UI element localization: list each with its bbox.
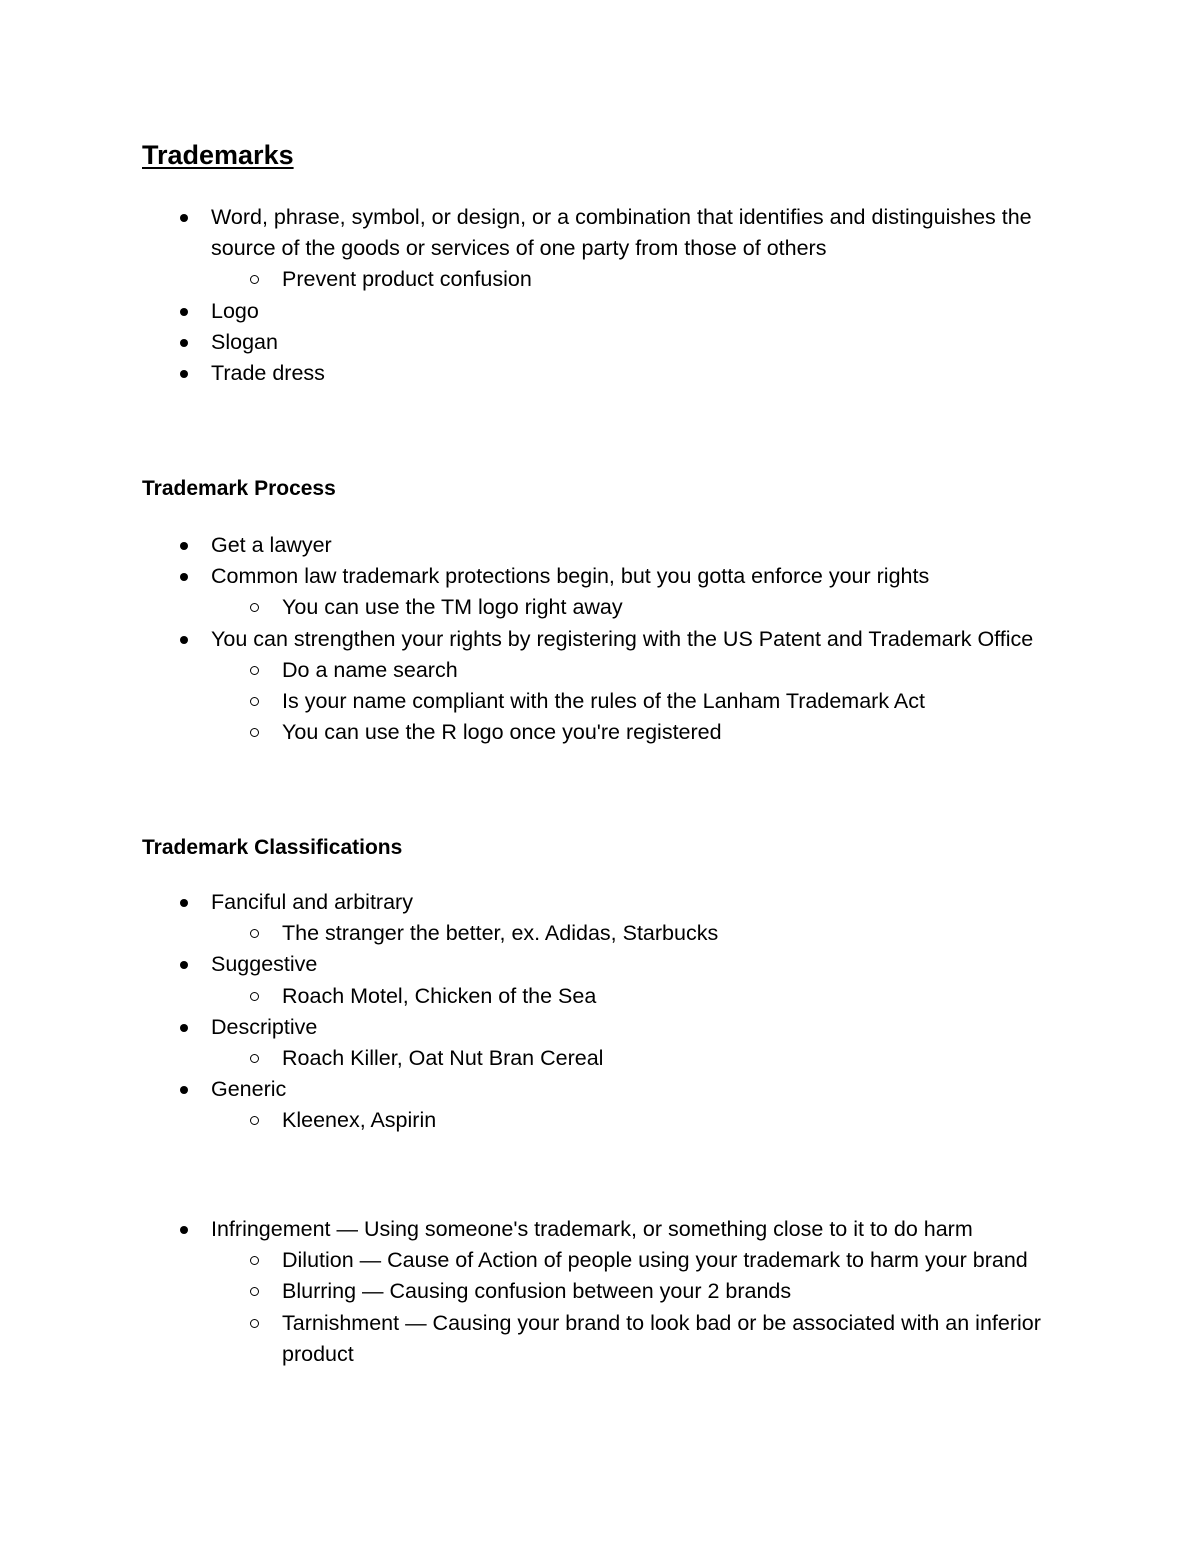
list-item — [0, 1074, 1061, 1105]
list-item — [0, 561, 1061, 592]
sub-list-item — [0, 1276, 1062, 1307]
list-item — [0, 624, 1061, 655]
list-item-text: You can use the TM logo right away — [282, 595, 623, 620]
sub-list-item — [0, 686, 1062, 717]
sub-list-item — [0, 918, 1062, 949]
sub-list-item — [0, 1105, 1062, 1136]
list-item-text: Prevent product confusion — [282, 267, 532, 292]
list-item-text: You can use the R logo once you're registered — [282, 720, 722, 745]
classifications-list — [0, 887, 1062, 1137]
list-item-text: Blurring — Causing confusion between your 2 brands — [282, 1279, 792, 1304]
list-item-text: Kleenex, Aspirin — [282, 1108, 437, 1133]
section-heading-process: Trademark Process — [142, 477, 336, 500]
list-item-text: Is your name compliant with the rules of the Lanham Trademark Act — [282, 689, 925, 714]
list-item-text: Tarnishment — Causing your brand to look bad or be associated with an inferior product — [282, 1310, 1041, 1366]
list-item — [0, 358, 1061, 389]
list-item — [0, 949, 1061, 980]
sub-list-item — [0, 1043, 1062, 1074]
list-item — [0, 202, 1061, 264]
sub-list-item — [0, 1308, 1042, 1370]
list-item-text: Generic — [211, 1077, 287, 1102]
list-item-text: Dilution — Cause of Action of people using your trademark to harm your brand — [282, 1248, 1028, 1273]
list-item-text: Trade dress — [211, 361, 325, 386]
list-item-text: Logo — [211, 298, 259, 323]
sub-list-item — [0, 655, 1062, 686]
list-item — [0, 530, 1061, 561]
list-item — [0, 327, 1061, 358]
sub-list-item — [0, 717, 1062, 748]
infringement-list — [0, 1214, 1062, 1370]
list-item-text: Roach Killer, Oat Nut Bran Cereal — [282, 1046, 604, 1071]
sub-list-item — [0, 1245, 1042, 1276]
list-item-text: The stranger the better, ex. Adidas, Starbucks — [282, 921, 719, 946]
list-item — [0, 887, 1061, 918]
list-item — [0, 1214, 1061, 1245]
list-item-text: Do a name search — [282, 657, 458, 682]
list-item-text: You can strengthen your rights by registering with the US Patent and Trademark Office — [211, 626, 1034, 651]
process-list — [0, 530, 1062, 748]
list-item-text: Infringement — Using someone's trademark, or something close to it to do harm — [211, 1217, 973, 1241]
list-item-text: Word, phrase, symbol, or design, or a combination that identifies and distinguishes the source of the goods or services of one party from those of others — [211, 205, 1032, 261]
list-item-text: Suggestive — [211, 952, 318, 977]
page-title: Trademarks — [142, 140, 294, 170]
trademarks-list — [0, 202, 1062, 389]
list-item — [0, 296, 1061, 327]
list-item-text: Slogan — [211, 329, 278, 354]
list-item-text: Descriptive — [211, 1014, 318, 1039]
section-heading-classifications: Trademark Classifications — [142, 836, 403, 859]
list-item-text: Get a lawyer — [211, 533, 332, 557]
list-item-text: Fanciful and arbitrary — [211, 890, 413, 914]
list-item-text: Roach Motel, Chicken of the Sea — [282, 983, 597, 1008]
sub-list-item — [0, 264, 1062, 295]
list-item-text: Common law trademark protections begin, but you gotta enforce your rights — [211, 564, 930, 589]
sub-list-item — [0, 981, 1062, 1012]
list-item — [0, 1012, 1061, 1043]
sub-list-item — [0, 592, 1062, 623]
